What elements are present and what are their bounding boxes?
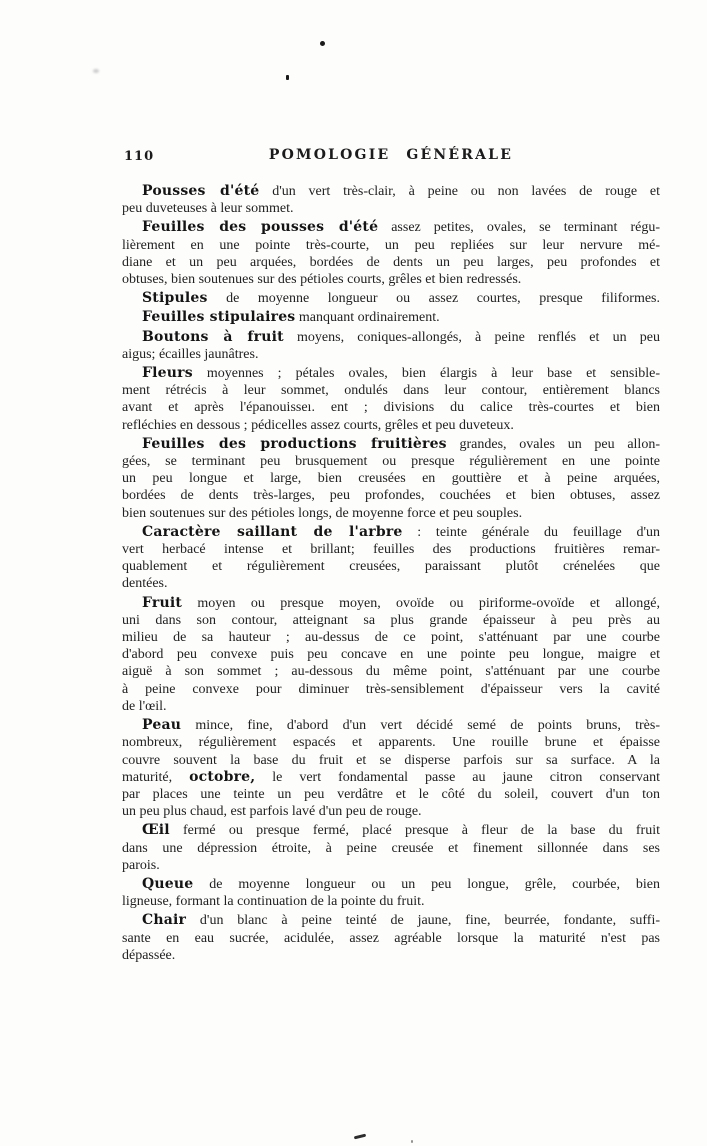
term-label: Pousses d'été [142,183,260,199]
text-run: ment rétrécis à leur sommet, ondulés dans leur contour, entièrement blancs [122,383,660,399]
text-run: nombreux, régulièrement espacés et apparents. Une rouille brune et épaisse [122,735,660,751]
term-label: Fruit [142,594,183,611]
text-run: aigus; écailles jaunâtres. [122,346,259,362]
text-run: moyen ou presque moyen, ovoïde ou piriforme-ovoïde et allongé, [182,595,660,611]
text-run: moyennes ; pétales ovales, bien élargis à leur base et sensible- [192,366,660,382]
text-line [122,876,660,893]
text-run: de moyenne longueur ou un peu longue, grêle, courbée, bien [193,876,660,892]
text-line [122,822,660,839]
term-label: Stipules [142,290,208,307]
text-line [122,541,660,558]
paragraph [122,717,660,820]
text-run: diane et un peu arquées, bordées de dents un peu larges, peu profondes et [122,254,660,270]
term-label: Boutons à fruit [142,328,284,345]
paragraph [122,329,660,363]
text-run: ligneuse, formant la continuation de la pointe du fruit. [122,894,425,910]
paragraph [122,524,660,593]
text-run: un peu plus chaud, est parfois lavé d'un peu de rouge. [122,804,422,820]
text-run: d'un blanc à peine teinté de jaune, fine, beurrée, fondante, suffi- [186,913,660,929]
paragraph [122,436,660,522]
text-line [122,290,660,307]
text-line [122,399,660,416]
text-run: : teinte générale du feuillage d'un [402,524,660,540]
term-label: Queue [142,875,194,892]
text-line [122,237,660,254]
text-run: bordées de dents très-larges, peu profondes, couchées et bien obtuses, assez [122,488,660,504]
text-line [122,595,660,612]
text-line [122,612,660,629]
text-run: parois. [122,857,160,873]
text-run: dans une dépression étroite, à peine creusée et finement sillonnée dans ses [122,840,660,856]
text-line [122,698,660,715]
text-line [122,254,660,271]
paragraph [122,183,660,217]
text-run: manquant ordinairement. [295,310,440,326]
text-run: refléchies en dessous ; pédicelles assez courts, grêles et peu duveteux. [122,417,514,433]
text-run: de l'œil. [122,698,167,714]
text-line [122,629,660,646]
term-label: Feuilles stipulaires [142,309,296,326]
text-run: dentées. [122,576,168,592]
text-line [122,646,660,663]
paragraph [122,822,660,874]
text-line [122,453,660,470]
page-header [122,147,660,167]
text-line [122,947,660,964]
term-label: Feuilles des productions fruitières [142,435,447,452]
text-line [122,575,660,592]
text-run: gées, se terminant peu brusquement ou presque régulièrement en une pointe [122,454,660,470]
text-line [122,271,660,288]
paragraph [122,876,660,910]
term-label: octobre, [189,768,256,785]
text-line [122,752,660,769]
paragraph [122,309,660,326]
text-run: uni dans son contour, atteignant sa plus grande épaisseur à peu près au [122,612,660,628]
text-line [122,200,660,217]
text-run: à peine convexe pour diminuer très-sensiblement d'épaisseur vers la cavité [122,681,660,697]
text-run: maturité, [122,769,190,785]
text-line [122,309,660,326]
text-run: de moyenne longueur ou assez courtes, presque filiformes. [207,291,660,307]
text-line [122,558,660,575]
text-run: le vert fondamental passe au jaune citron conservant [255,769,660,785]
text-run: d'abord peu convexe puis peu concave en une pointe peu longue, maigre et [122,647,660,663]
ink-mark [354,1134,366,1140]
text-line [122,329,660,346]
text-line [122,786,660,803]
text-run: moyens, coniques-allongés, à peine renflés et un peu [283,329,660,345]
text-run: obtuses, bien soutenues sur des pétioles courts, grêles et bien redressés. [122,272,522,288]
text-line [122,840,660,857]
term-label: Peau [142,717,182,734]
text-line [122,803,660,820]
text-run: par places une teinte un peu verdâtre et le côté du soleil, couvert d'un ton [122,786,660,802]
paragraph [122,595,660,715]
paragraph [122,290,660,307]
page-number: 110 [124,149,155,164]
text-run: dépassée. [122,947,176,963]
page-body [122,183,660,964]
text-run: milieu de sa hauteur ; au-dessus de ce point, s'atténuant par une courbe [122,630,660,646]
ink-speck [320,41,325,46]
text-line [122,470,660,487]
text-line [122,893,660,910]
text-line [122,505,660,522]
term-label: Feuilles des pousses d'été [142,219,379,236]
text-run: couvre souvent la base du fruit et se disperse parfois sur sa surface. A la [122,752,660,768]
text-line [122,857,660,874]
text-line [122,417,660,434]
text-run: un peu longue et large, bien creusées en gouttière et à peine arquées, [122,471,660,487]
text-line [122,219,660,236]
text-line [122,663,660,680]
text-line [122,346,660,363]
paragraph [122,912,660,964]
text-line [122,930,660,947]
text-run: peu duveteuses à leur sommet. [122,201,294,217]
text-line [122,365,660,382]
text-line [122,681,660,698]
text-run: grandes, ovales un peu allon- [446,436,660,452]
text-run: avant et après l'épanouisseı. ent ; divisions du calice très-courtes et bien [122,400,660,416]
text-line [122,912,660,929]
paragraph [122,365,660,434]
text-line [122,436,660,453]
ink-speck [411,1140,413,1143]
text-run: quablement et régulièrement creusées, paraissant plutôt crénelées que [122,559,660,575]
term-label: Chair [142,912,187,929]
text-run: sante en eau sucrée, acidulée, assez agréable lorsque la maturité n'est pas [122,930,660,946]
text-line [122,769,660,786]
ink-speck [286,75,289,80]
ink-speck [93,69,99,73]
text-run: mince, fine, d'abord d'un vert décidé semé de points bruns, très- [181,718,660,734]
text-run: lièrement en une pointe très-courte, un peu repliées sur leur nervure mé- [122,237,660,253]
text-run: assez petites, ovales, se terminant régu- [378,220,660,236]
text-line [122,382,660,399]
text-line [122,487,660,504]
text-line [122,183,660,200]
running-title: POMOLOGIE GÉNÉRALE [268,147,514,163]
text-line [122,734,660,751]
text-line [122,717,660,734]
text-run: d'un vert très-clair, à peine ou non lavées de rouge et [259,184,660,199]
text-line [122,524,660,541]
term-label: Œil [142,822,170,839]
term-label: Fleurs [142,365,193,382]
text-run: vert herbacé intense et brillant; feuilles des productions fruitières remar- [122,542,660,558]
text-run: aiguë à son sommet ; au-dessous du même point, s'atténuant par une courbe [122,664,660,680]
paragraph [122,219,660,288]
text-run: fermé ou presque fermé, placé presque à fleur de la base du fruit [169,823,660,839]
text-run: bien soutenues sur des pétioles longs, de moyenne force et peu souples. [122,505,523,521]
term-label: Caractère saillant de l'arbre [142,523,403,540]
